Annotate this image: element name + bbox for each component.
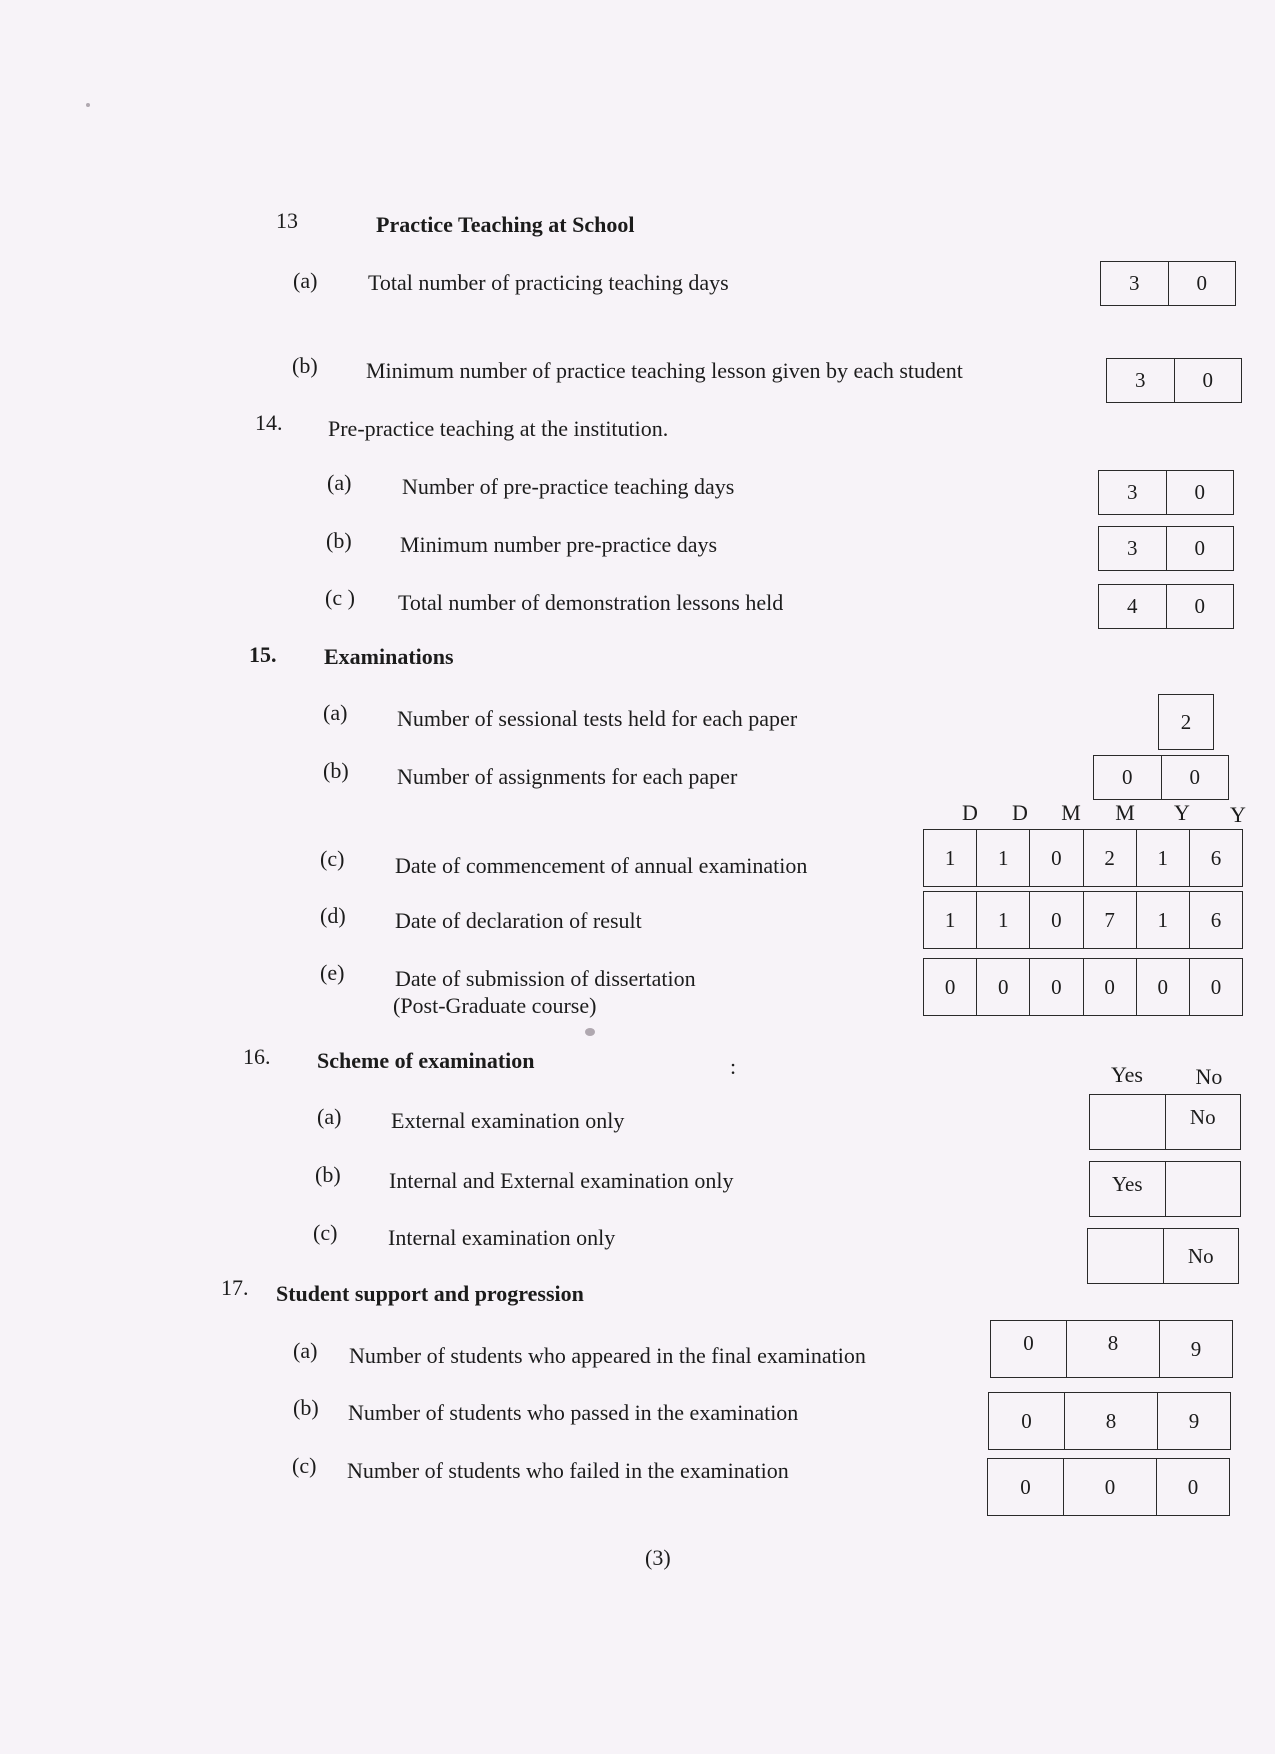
s15-c-label: (c) <box>320 846 345 871</box>
date-header-month: M <box>1061 800 1081 825</box>
s13-b-label: (b) <box>292 353 318 378</box>
box: 0 <box>1029 959 1082 1015</box>
s15-b-label: (b) <box>323 758 349 783</box>
s17-b-text: Number of students who passed in the examination <box>348 1400 799 1425</box>
box: 0 <box>1021 1408 1032 1433</box>
box-no <box>1165 1162 1241 1216</box>
box: 8 <box>1064 1393 1157 1449</box>
s15-d-label: (d) <box>320 903 346 928</box>
s15-e-text: Date of submission of dissertation <box>395 966 696 991</box>
box: 1 <box>944 907 956 932</box>
box: 3 <box>1127 536 1138 560</box>
s14-c-text: Total number of demonstration lessons held <box>398 590 784 615</box>
s15-a-text: Number of sessional tests held for each paper <box>397 706 798 731</box>
box-yes: Yes <box>1111 1172 1143 1196</box>
date-header-day: D <box>1012 800 1028 825</box>
s17-number: 17. <box>221 1275 249 1300</box>
box: 6 <box>1189 830 1242 886</box>
box: 9 <box>1157 1393 1230 1449</box>
s17-c-boxes <box>987 1458 1230 1516</box>
s17-title: Student support and progression <box>276 1281 584 1306</box>
s16-b-label: (b) <box>315 1162 341 1187</box>
s16-c-label: (c) <box>313 1220 338 1245</box>
s13-a-text: Total number of practicing teaching days <box>368 270 729 295</box>
s17-b-boxes <box>988 1392 1231 1450</box>
s13-title: Practice Teaching at School <box>376 212 635 237</box>
s14-a-label: (a) <box>327 470 352 495</box>
speck <box>86 103 90 107</box>
s16-colon: : <box>730 1054 737 1079</box>
box: 0 <box>1136 959 1189 1015</box>
box: 0 <box>1156 1459 1229 1515</box>
s16-title: Scheme of examination <box>317 1048 535 1073</box>
s16-b-text: Internal and External examination only <box>389 1168 734 1193</box>
box-yes <box>1090 1095 1165 1149</box>
s16-a-boxes <box>1089 1094 1241 1150</box>
box: 1 <box>976 830 1029 886</box>
s15-b-boxes <box>1093 755 1229 800</box>
date-header-month: M <box>1115 800 1135 825</box>
s14-b-text: Minimum number pre-practice days <box>400 532 718 557</box>
box: 0 <box>976 959 1029 1015</box>
s14-a-text: Number of pre-practice teaching days <box>402 474 735 499</box>
s15-e-label: (e) <box>320 960 345 985</box>
s15-a-boxes <box>1158 694 1214 750</box>
s16-c-text: Internal examination only <box>388 1225 616 1250</box>
box: 3 <box>1129 271 1140 295</box>
speck <box>585 1028 595 1036</box>
yes-header: Yes <box>1110 1062 1143 1087</box>
box: 0 <box>1063 1459 1156 1515</box>
s17-c-text: Number of students who failed in the examination <box>347 1458 789 1483</box>
box: 7 <box>1083 892 1136 948</box>
s17-a-boxes <box>990 1320 1233 1378</box>
box: 0 <box>1166 471 1234 514</box>
box: 3 <box>1135 368 1146 392</box>
s15-c-text: Date of commencement of annual examination <box>395 853 808 878</box>
s15-e-date <box>923 958 1243 1016</box>
box: 0 <box>1023 1331 1034 1355</box>
box: 0 <box>1168 262 1236 305</box>
date-header-year: Y <box>1230 802 1246 827</box>
box: 0 <box>1029 830 1082 886</box>
s14-c-boxes <box>1098 584 1234 629</box>
box: 0 <box>1122 765 1133 789</box>
box: 6 <box>1189 892 1242 948</box>
box-no: No <box>1165 1095 1241 1149</box>
s16-a-text: External examination only <box>391 1108 625 1133</box>
box: 0 <box>1189 959 1242 1015</box>
box: 0 <box>1083 959 1136 1015</box>
s15-number: 15. <box>249 642 277 667</box>
s14-title: Pre-practice teaching at the institution. <box>328 416 669 441</box>
s15-a-label: (a) <box>323 700 348 725</box>
s15-e-text-2: (Post-Graduate course) <box>393 993 597 1018</box>
s17-b-label: (b) <box>293 1395 319 1420</box>
box: 0 <box>1166 585 1234 628</box>
box: 0 <box>1166 527 1234 570</box>
box: 4 <box>1127 594 1138 618</box>
box-no: No <box>1163 1229 1239 1283</box>
date-header-year: Y <box>1174 800 1190 825</box>
s14-b-label: (b) <box>326 528 352 553</box>
page-number: (3) <box>645 1545 671 1570</box>
box: 1 <box>944 845 956 870</box>
box: 1 <box>976 892 1029 948</box>
s16-b-boxes <box>1089 1161 1241 1217</box>
s15-b-text: Number of assignments for each paper <box>397 764 738 789</box>
s14-c-label: (c ) <box>325 585 355 610</box>
s17-a-label: (a) <box>293 1338 318 1363</box>
s14-b-boxes <box>1098 526 1234 571</box>
s15-d-date <box>923 891 1243 949</box>
box: 8 <box>1066 1321 1159 1377</box>
s15-d-text: Date of declaration of result <box>395 908 642 933</box>
box-yes <box>1088 1229 1163 1283</box>
s15-c-date <box>923 829 1243 887</box>
date-header-day: D <box>962 800 978 825</box>
s14-a-boxes <box>1098 470 1234 515</box>
s13-b-text: Minimum number of practice teaching lesson given by each student <box>366 358 963 383</box>
box: 1 <box>1136 830 1189 886</box>
s14-number: 14. <box>255 410 283 435</box>
s16-number: 16. <box>243 1044 271 1069</box>
s17-c-label: (c) <box>292 1453 317 1478</box>
s13-a-boxes <box>1100 261 1236 306</box>
s15-title: Examinations <box>324 644 454 669</box>
s13-b-boxes <box>1106 358 1242 403</box>
s17-a-text: Number of students who appeared in the final examination <box>349 1343 866 1368</box>
box: 9 <box>1159 1321 1232 1377</box>
box: 2 <box>1083 830 1136 886</box>
box: 0 <box>1029 892 1082 948</box>
box: 0 <box>1020 1474 1031 1499</box>
box: 3 <box>1127 480 1138 504</box>
box: 2 <box>1180 709 1192 734</box>
s13-a-label: (a) <box>293 268 318 293</box>
s16-a-label: (a) <box>317 1104 342 1129</box>
s13-number: 13 <box>276 208 298 233</box>
no-header: No <box>1195 1064 1223 1089</box>
s16-c-boxes <box>1087 1228 1239 1284</box>
box: 0 <box>1174 359 1242 402</box>
box: 1 <box>1136 892 1189 948</box>
box: 0 <box>1161 756 1229 799</box>
box: 0 <box>944 974 956 999</box>
